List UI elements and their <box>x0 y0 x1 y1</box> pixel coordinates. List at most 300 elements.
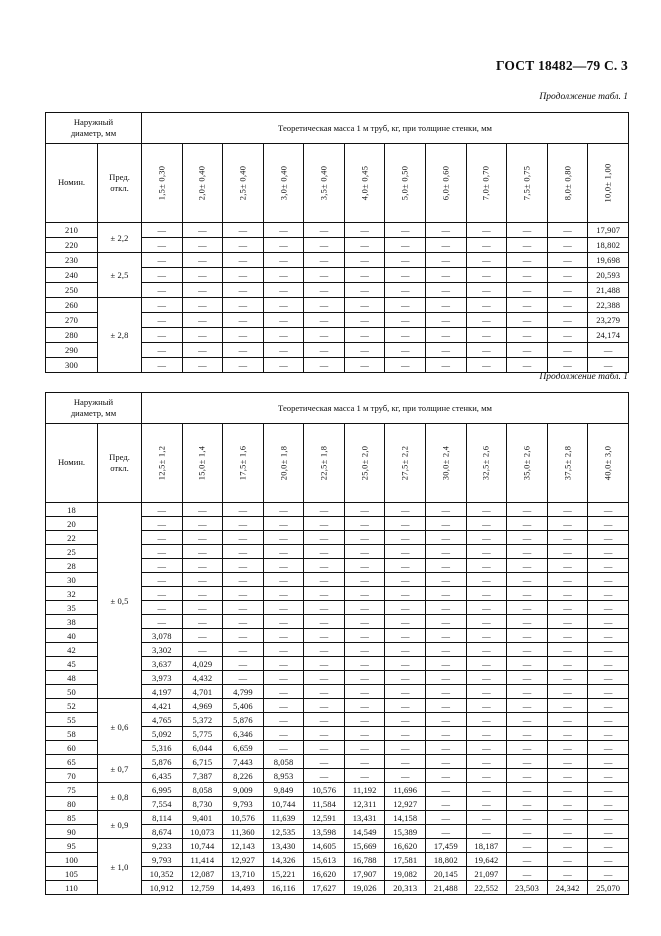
cell-mass-value: 6,995 <box>142 783 183 797</box>
cell-mass-value: — <box>426 503 467 517</box>
cell-mass-value: — <box>142 358 183 373</box>
cell-mass-value: 4,421 <box>142 699 183 713</box>
cell-mass-value: — <box>466 343 507 358</box>
header-wall-thickness-11 <box>588 424 629 503</box>
cell-mass-value: — <box>304 727 345 741</box>
cell-mass-value: — <box>507 238 548 253</box>
cell-mass-value: — <box>547 755 588 769</box>
cell-mass-value: — <box>426 657 467 671</box>
cell-mass-value: — <box>223 643 264 657</box>
cell-mass-value: — <box>588 755 629 769</box>
cell-mass-value: 12,143 <box>223 839 264 853</box>
cell-mass-value: 18,802 <box>588 238 629 253</box>
cell-mass-value: — <box>588 629 629 643</box>
cell-mass-value: — <box>588 531 629 545</box>
cell-mass-value: — <box>547 298 588 313</box>
cell-mass-value: — <box>344 671 385 685</box>
cell-mass-value: 6,044 <box>182 741 223 755</box>
cell-mass-value: 17,581 <box>385 853 426 867</box>
cell-mass-value: — <box>304 503 345 517</box>
cell-deviation: ± 2,2 <box>98 223 142 253</box>
cell-mass-value: — <box>344 238 385 253</box>
cell-mass-value: — <box>507 783 548 797</box>
cell-mass-value: — <box>344 601 385 615</box>
cell-mass-value: — <box>507 615 548 629</box>
cell-mass-value: 11,414 <box>182 853 223 867</box>
cell-mass-value: — <box>426 629 467 643</box>
cell-mass-value: — <box>263 517 304 531</box>
cell-mass-value: — <box>344 283 385 298</box>
cell-mass-value: — <box>304 755 345 769</box>
cell-mass-value: — <box>547 343 588 358</box>
cell-mass-value: — <box>547 727 588 741</box>
cell-mass-value: — <box>263 573 304 587</box>
table-2-head <box>46 393 629 503</box>
cell-mass-value: — <box>385 573 426 587</box>
cell-mass-value: — <box>182 283 223 298</box>
header-wall-thickness-label: 37,5± 2,8 <box>563 445 573 481</box>
cell-mass-value: 10,352 <box>142 867 183 881</box>
table-row <box>46 223 629 238</box>
cell-mass-value: 14,158 <box>385 811 426 825</box>
cell-mass-value: 5,316 <box>142 741 183 755</box>
cell-mass-value: — <box>182 343 223 358</box>
cell-nominal-diameter: 58 <box>46 727 98 741</box>
cell-mass-value: — <box>385 671 426 685</box>
cell-mass-value: 8,114 <box>142 811 183 825</box>
header-wall-thickness-3 <box>263 424 304 503</box>
cell-mass-value: — <box>507 741 548 755</box>
cell-mass-value: — <box>385 559 426 573</box>
cell-mass-value: — <box>304 559 345 573</box>
cell-mass-value: 25,070 <box>588 881 629 895</box>
cell-nominal-diameter: 42 <box>46 643 98 657</box>
cell-mass-value: — <box>507 797 548 811</box>
cell-mass-value: — <box>466 783 507 797</box>
cell-mass-value: — <box>182 517 223 531</box>
cell-mass-value: — <box>304 615 345 629</box>
header-wall-thickness-7 <box>426 424 467 503</box>
cell-mass-value: — <box>507 755 548 769</box>
cell-nominal-diameter: 20 <box>46 517 98 531</box>
cell-mass-value: — <box>385 253 426 268</box>
cell-mass-value: — <box>507 643 548 657</box>
cell-mass-value: — <box>344 657 385 671</box>
cell-mass-value: — <box>385 298 426 313</box>
header-wall-thickness-label: 32,5± 2,6 <box>481 445 491 481</box>
cell-mass-value: — <box>182 629 223 643</box>
cell-mass-value: — <box>263 343 304 358</box>
cell-mass-value: 5,092 <box>142 727 183 741</box>
header-wall-thickness-label: 8,0± 0,80 <box>563 165 573 201</box>
header-wall-thickness-label: 30,0± 2,4 <box>441 445 451 481</box>
cell-mass-value: — <box>223 298 264 313</box>
cell-mass-value: — <box>344 545 385 559</box>
cell-mass-value: 5,372 <box>182 713 223 727</box>
cell-mass-value: — <box>223 223 264 238</box>
cell-mass-value: — <box>344 587 385 601</box>
cell-mass-value: — <box>344 358 385 373</box>
cell-mass-value: 13,430 <box>263 839 304 853</box>
cell-mass-value: 19,698 <box>588 253 629 268</box>
cell-mass-value: 3,973 <box>142 671 183 685</box>
cell-mass-value: — <box>385 587 426 601</box>
cell-mass-value: — <box>223 615 264 629</box>
cell-mass-value: — <box>344 615 385 629</box>
cell-mass-value: 4,765 <box>142 713 183 727</box>
cell-mass-value: 14,493 <box>223 881 264 895</box>
cell-mass-value: — <box>344 517 385 531</box>
cell-mass-value: — <box>263 358 304 373</box>
cell-mass-value: — <box>588 839 629 853</box>
cell-mass-value: — <box>466 358 507 373</box>
header-wall-thickness-label: 12,5± 1,2 <box>157 445 167 481</box>
cell-mass-value: — <box>263 671 304 685</box>
cell-mass-value: — <box>466 298 507 313</box>
header-wall-thickness-8 <box>466 424 507 503</box>
cell-mass-value: — <box>142 343 183 358</box>
header-wall-thickness-label: 3,5± 0,40 <box>319 165 329 201</box>
cell-mass-value: — <box>466 313 507 328</box>
cell-mass-value: — <box>588 825 629 839</box>
header-nominal: Номин. <box>46 424 98 503</box>
cell-mass-value: — <box>182 545 223 559</box>
cell-mass-value: — <box>547 238 588 253</box>
cell-mass-value: — <box>263 328 304 343</box>
cell-nominal-diameter: 48 <box>46 671 98 685</box>
cell-mass-value: — <box>547 769 588 783</box>
header-wall-thickness-7 <box>426 144 467 223</box>
cell-mass-value: — <box>182 238 223 253</box>
cell-mass-value: — <box>588 657 629 671</box>
cell-mass-value: — <box>426 358 467 373</box>
header-wall-thickness-10 <box>547 424 588 503</box>
cell-mass-value: — <box>466 797 507 811</box>
cell-mass-value: — <box>426 615 467 629</box>
cell-nominal-diameter: 290 <box>46 343 98 358</box>
cell-mass-value: — <box>588 503 629 517</box>
cell-mass-value: — <box>385 283 426 298</box>
cell-mass-value: — <box>304 713 345 727</box>
cell-mass-value: 11,696 <box>385 783 426 797</box>
cell-mass-value: — <box>507 298 548 313</box>
cell-mass-value: — <box>507 853 548 867</box>
cell-mass-value: — <box>547 783 588 797</box>
table-row <box>46 298 629 313</box>
cell-mass-value: — <box>142 268 183 283</box>
cell-mass-value: — <box>344 343 385 358</box>
cell-mass-value: — <box>426 727 467 741</box>
cell-mass-value: — <box>588 671 629 685</box>
cell-mass-value: — <box>588 811 629 825</box>
cell-mass-value: — <box>263 283 304 298</box>
cell-mass-value: — <box>426 825 467 839</box>
cell-deviation: ± 0,5 <box>98 503 142 699</box>
cell-mass-value: — <box>385 615 426 629</box>
header-wall-thickness-label: 7,5± 0,75 <box>522 165 532 201</box>
cell-mass-value: — <box>466 283 507 298</box>
page-title: ГОСТ 18482—79 С. 3 <box>495 58 628 73</box>
cell-mass-value: — <box>182 223 223 238</box>
cell-mass-value: — <box>223 559 264 573</box>
cell-mass-value: — <box>304 685 345 699</box>
header-deviation <box>98 144 142 223</box>
header-wall-thickness-label: 1,5± 0,30 <box>157 165 167 201</box>
cell-mass-value: 7,387 <box>182 769 223 783</box>
cell-mass-value: 10,912 <box>142 881 183 895</box>
header-wall-thickness-5 <box>344 144 385 223</box>
cell-mass-value: 6,715 <box>182 755 223 769</box>
cell-mass-value: — <box>426 741 467 755</box>
cell-mass-value: — <box>142 559 183 573</box>
cell-mass-value: — <box>263 629 304 643</box>
cell-mass-value: — <box>263 699 304 713</box>
cell-mass-value: — <box>182 503 223 517</box>
header-wall-thickness-6 <box>385 144 426 223</box>
cell-nominal-diameter: 95 <box>46 839 98 853</box>
cell-mass-value: — <box>344 699 385 713</box>
cell-mass-value: 10,073 <box>182 825 223 839</box>
cell-mass-value: — <box>385 741 426 755</box>
cell-mass-value: 9,401 <box>182 811 223 825</box>
cell-mass-value: — <box>547 643 588 657</box>
cell-mass-value: — <box>588 769 629 783</box>
cell-mass-value: — <box>385 629 426 643</box>
cell-mass-value: — <box>547 853 588 867</box>
cell-mass-value: — <box>426 343 467 358</box>
cell-mass-value: — <box>547 545 588 559</box>
cell-nominal-diameter: 70 <box>46 769 98 783</box>
cell-mass-value: — <box>507 713 548 727</box>
cell-mass-value: — <box>507 867 548 881</box>
cell-mass-value: — <box>466 727 507 741</box>
header-outer-diameter-l1: Наружный <box>73 117 114 128</box>
cell-mass-value: — <box>223 503 264 517</box>
cell-mass-value: — <box>263 741 304 755</box>
cell-mass-value: 16,788 <box>344 853 385 867</box>
table-row <box>46 253 629 268</box>
cell-mass-value: 6,346 <box>223 727 264 741</box>
cell-mass-value: 7,443 <box>223 755 264 769</box>
cell-mass-value: — <box>304 343 345 358</box>
cell-nominal-diameter: 240 <box>46 268 98 283</box>
table-row <box>46 839 629 853</box>
cell-mass-value: — <box>304 268 345 283</box>
cell-mass-value: — <box>263 727 304 741</box>
continuation-note-table2: Продолжение табл. 1 <box>539 372 628 382</box>
cell-mass-value: — <box>507 769 548 783</box>
cell-mass-value: — <box>182 298 223 313</box>
cell-mass-value: — <box>507 223 548 238</box>
cell-mass-value: — <box>304 643 345 657</box>
cell-mass-value: — <box>344 685 385 699</box>
cell-mass-value: 16,620 <box>385 839 426 853</box>
cell-mass-value: 11,584 <box>304 797 345 811</box>
header-wall-thickness-label: 27,5± 2,2 <box>400 445 410 481</box>
cell-mass-value: 12,311 <box>344 797 385 811</box>
cell-mass-value: — <box>304 769 345 783</box>
cell-mass-value: — <box>142 545 183 559</box>
cell-mass-value: — <box>426 713 467 727</box>
cell-mass-value: — <box>547 685 588 699</box>
cell-mass-value: — <box>304 223 345 238</box>
cell-mass-value: 23,503 <box>507 881 548 895</box>
cell-mass-value: 10,744 <box>263 797 304 811</box>
cell-mass-value: — <box>547 811 588 825</box>
cell-mass-value: — <box>263 531 304 545</box>
cell-mass-value: — <box>223 343 264 358</box>
cell-mass-value: — <box>142 615 183 629</box>
cell-mass-value: — <box>304 573 345 587</box>
cell-mass-value: — <box>385 343 426 358</box>
cell-mass-value: 11,639 <box>263 811 304 825</box>
cell-nominal-diameter: 60 <box>46 741 98 755</box>
cell-mass-value: — <box>385 503 426 517</box>
header-wall-thickness-1 <box>182 144 223 223</box>
cell-mass-value: — <box>588 358 629 373</box>
cell-mass-value: — <box>385 328 426 343</box>
cell-mass-value: — <box>507 727 548 741</box>
cell-mass-value: — <box>466 268 507 283</box>
cell-mass-value: — <box>588 783 629 797</box>
cell-mass-value: 23,279 <box>588 313 629 328</box>
cell-mass-value: — <box>182 559 223 573</box>
cell-mass-value: — <box>426 699 467 713</box>
cell-mass-value: — <box>547 629 588 643</box>
cell-mass-value: — <box>426 545 467 559</box>
cell-mass-value: 10,576 <box>304 783 345 797</box>
cell-mass-value: 15,389 <box>385 825 426 839</box>
cell-mass-value: 17,627 <box>304 881 345 895</box>
header-wall-thickness-label: 7,0± 0,70 <box>481 165 491 201</box>
cell-mass-value: — <box>466 671 507 685</box>
cell-mass-value: — <box>385 268 426 283</box>
cell-mass-value: — <box>588 713 629 727</box>
cell-mass-value: — <box>344 741 385 755</box>
cell-mass-value: 3,302 <box>142 643 183 657</box>
cell-mass-value: — <box>426 685 467 699</box>
cell-deviation: ± 2,5 <box>98 253 142 298</box>
cell-mass-value: 5,406 <box>223 699 264 713</box>
cell-mass-value: — <box>547 313 588 328</box>
cell-mass-value: 20,313 <box>385 881 426 895</box>
cell-mass-value: — <box>426 755 467 769</box>
cell-mass-value: — <box>466 811 507 825</box>
cell-mass-value: — <box>426 223 467 238</box>
cell-mass-value: — <box>223 531 264 545</box>
cell-mass-value: — <box>304 328 345 343</box>
cell-mass-value: — <box>426 268 467 283</box>
cell-mass-value: 24,174 <box>588 328 629 343</box>
cell-mass-value: — <box>385 643 426 657</box>
cell-mass-value: — <box>223 283 264 298</box>
cell-mass-value: — <box>344 769 385 783</box>
cell-mass-value: 3,078 <box>142 629 183 643</box>
cell-mass-value: — <box>426 253 467 268</box>
cell-nominal-diameter: 30 <box>46 573 98 587</box>
cell-mass-value: — <box>426 783 467 797</box>
table-2-wrapper <box>45 392 628 895</box>
cell-mass-value: — <box>385 545 426 559</box>
header-wall-thickness-0 <box>142 144 183 223</box>
table-1-wrapper <box>45 112 628 373</box>
cell-deviation: ± 0,9 <box>98 811 142 839</box>
cell-mass-value: — <box>385 699 426 713</box>
cell-nominal-diameter: 52 <box>46 699 98 713</box>
cell-mass-value: — <box>344 643 385 657</box>
cell-mass-value: 12,087 <box>182 867 223 881</box>
cell-mass-value: 11,192 <box>344 783 385 797</box>
header-wall-thickness-label: 22,5± 1,8 <box>319 445 329 481</box>
cell-mass-value: — <box>385 713 426 727</box>
header-wall-thickness-4 <box>304 424 345 503</box>
cell-nominal-diameter: 25 <box>46 545 98 559</box>
cell-mass-value: 21,488 <box>588 283 629 298</box>
table-row <box>46 783 629 797</box>
header-wall-thickness-2 <box>223 424 264 503</box>
cell-mass-value: 21,488 <box>426 881 467 895</box>
cell-mass-value: — <box>263 298 304 313</box>
header-deviation-l2: откл. <box>110 463 129 473</box>
cell-mass-value: — <box>466 769 507 783</box>
cell-mass-value: 8,730 <box>182 797 223 811</box>
header-wall-thickness-2 <box>223 144 264 223</box>
cell-mass-value: — <box>507 685 548 699</box>
cell-mass-value: — <box>344 573 385 587</box>
cell-mass-value: — <box>142 253 183 268</box>
cell-mass-value: — <box>507 587 548 601</box>
cell-mass-value: 8,226 <box>223 769 264 783</box>
cell-mass-value: — <box>547 867 588 881</box>
cell-mass-value: — <box>507 825 548 839</box>
cell-mass-value: 10,744 <box>182 839 223 853</box>
cell-mass-value: — <box>223 517 264 531</box>
cell-mass-value: — <box>344 531 385 545</box>
cell-mass-value: 22,552 <box>466 881 507 895</box>
cell-mass-value: — <box>263 545 304 559</box>
table-row <box>46 811 629 825</box>
cell-mass-value: — <box>466 573 507 587</box>
cell-mass-value: — <box>142 283 183 298</box>
cell-mass-value: — <box>223 253 264 268</box>
cell-mass-value: — <box>426 328 467 343</box>
cell-mass-value: — <box>507 343 548 358</box>
cell-nominal-diameter: 65 <box>46 755 98 769</box>
cell-mass-value: 20,145 <box>426 867 467 881</box>
cell-mass-value: — <box>507 699 548 713</box>
cell-mass-value: 12,591 <box>304 811 345 825</box>
header-outer-diameter-l1: Наружный <box>73 397 114 408</box>
cell-mass-value: — <box>304 253 345 268</box>
cell-mass-value: 8,674 <box>142 825 183 839</box>
cell-mass-value: 13,431 <box>344 811 385 825</box>
cell-mass-value: — <box>223 629 264 643</box>
cell-mass-value: — <box>223 587 264 601</box>
cell-mass-value: — <box>142 313 183 328</box>
cell-mass-value: — <box>142 573 183 587</box>
cell-mass-value: — <box>466 559 507 573</box>
cell-mass-value: 9,849 <box>263 783 304 797</box>
cell-mass-value: — <box>547 825 588 839</box>
cell-mass-value: — <box>344 328 385 343</box>
cell-mass-value: — <box>385 685 426 699</box>
header-wall-thickness-label: 2,0± 0,40 <box>197 165 207 201</box>
cell-mass-value: — <box>588 573 629 587</box>
cell-mass-value: 14,605 <box>304 839 345 853</box>
cell-mass-value: — <box>588 727 629 741</box>
cell-mass-value: — <box>304 358 345 373</box>
cell-mass-value: 5,876 <box>223 713 264 727</box>
